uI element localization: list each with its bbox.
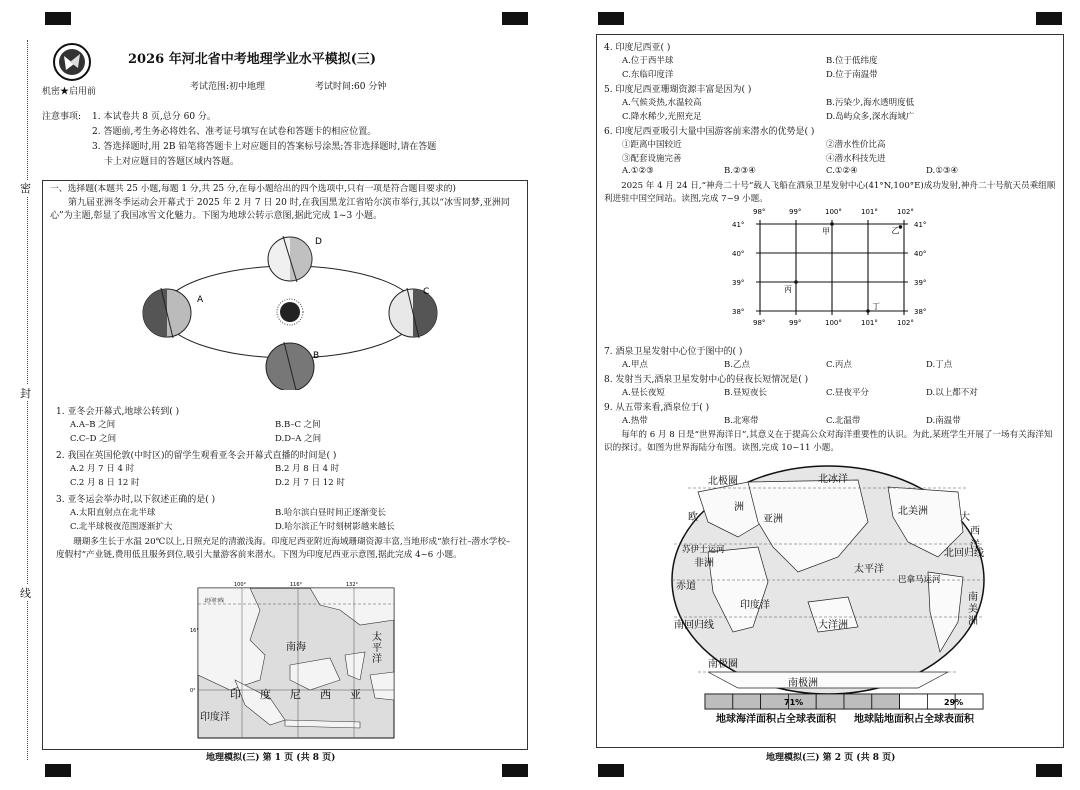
sun-icon	[277, 299, 303, 325]
longitude-label: 99°	[789, 319, 802, 327]
world-map-label: 西	[970, 526, 980, 537]
coral-paragraph: 珊瑚多生长于水温 20℃以上,日照充足的清澈浅海。印度尼西亚附近海域珊瑚资源丰富,当地形成“旅行社–潜水学校–度假村”产业链,费用低且服务到位,吸引大量游客前来潜水。下图为印度尼西亚示意图,据此完成 4~6 小题。	[56, 537, 511, 560]
question-stem: 5. 印度尼西亚珊瑚资源丰富是因为( )	[604, 85, 752, 95]
svg-text:印: 印	[230, 688, 241, 701]
world-map-label: 大	[960, 512, 970, 523]
registration-mark	[45, 764, 71, 777]
grid-point-label: 丁	[872, 302, 880, 311]
proportion-cell	[900, 694, 928, 709]
answer-option[interactable]: B.北寒带	[724, 416, 759, 426]
area-proportion-bar	[704, 692, 984, 712]
notice-label: 注意事项:	[42, 112, 82, 122]
answer-option[interactable]: C.北半球极夜范围逐渐扩大	[70, 522, 173, 532]
answer-option[interactable]: B.位于低纬度	[826, 56, 878, 66]
world-map-label: 苏伊士运河	[682, 545, 725, 555]
world-map-label: 南	[968, 592, 978, 603]
answer-option[interactable]: C.昼夜平分	[826, 388, 869, 398]
answer-option[interactable]: D.南温带	[926, 416, 961, 426]
answer-option[interactable]: B.2 月 8 日 4 时	[275, 464, 340, 474]
answer-option[interactable]: B.乙点	[724, 360, 750, 370]
answer-option[interactable]: A.甲点	[622, 360, 648, 370]
grid-point-label: 丙	[784, 285, 792, 294]
longitude-label: 101°	[861, 319, 878, 327]
question-stem: 7. 酒泉卫星发射中心位于图中的( )	[604, 347, 743, 357]
question-stem: 6. 印度尼西亚吸引大量中国游客前来潜水的优势是( )	[604, 127, 815, 137]
answer-option[interactable]: D.2 月 7 日 12 时	[275, 478, 345, 488]
latitude-label: 41°	[732, 221, 745, 229]
answer-option[interactable]: C.①②④	[826, 166, 858, 176]
grid-point-label: 甲	[822, 227, 830, 236]
earth-position-D	[268, 236, 312, 282]
proportion-cell	[872, 694, 900, 709]
world-map-label: 北回归线	[944, 548, 984, 559]
world-map-label: 美	[968, 604, 978, 615]
world-map-label: 太平洋	[854, 564, 884, 575]
longitude-label: 102°	[897, 208, 914, 216]
answer-option[interactable]: D.①③④	[926, 166, 959, 176]
longitude-label: 98°	[753, 208, 766, 216]
answer-option[interactable]: C.东临印度洋	[622, 70, 674, 80]
question-stem: 4. 印度尼西亚( )	[604, 43, 671, 53]
grid-point	[866, 309, 870, 313]
statement-option: ④潜水科技先进	[826, 154, 886, 164]
svg-text:尼: 尼	[290, 688, 301, 701]
world-map-label: 南极圈	[708, 659, 738, 670]
question-stem: 2. 我国在英国伦敦(中时区)的留学生观看亚冬会开幕式直播的时间是( )	[56, 451, 337, 461]
answer-option[interactable]: A.气候炎热,水温较高	[622, 98, 702, 108]
registration-mark	[1036, 764, 1062, 777]
world-map-label: 北冰洋	[818, 474, 848, 485]
answer-option[interactable]: A.太阳直射点在北半球	[70, 508, 156, 518]
orbit-label-B: B	[313, 351, 320, 361]
longitude-label: 102°	[897, 319, 914, 327]
answer-option[interactable]: A.位于西半球	[622, 56, 674, 66]
answer-option[interactable]: A.热带	[622, 416, 648, 426]
notice-item: 3. 答选择题时,用 2B 铅笔将答题卡上对应题目的答案标号涂黑;答非选择题时,请在答题	[92, 142, 437, 152]
svg-text:16°: 16°	[190, 628, 199, 634]
svg-text:亚: 亚	[350, 688, 361, 701]
registration-mark	[502, 12, 528, 25]
answer-option[interactable]: B.污染少,海水透明度低	[826, 98, 915, 108]
answer-option[interactable]: B.哈尔滨白昼时间正逐渐变长	[275, 508, 386, 518]
latitude-label: 40°	[732, 250, 745, 258]
answer-option[interactable]: D.丁点	[926, 360, 953, 370]
grid-point-label: 乙	[891, 225, 900, 235]
exam-scope: 考试范围:初中地理	[190, 82, 266, 92]
earth-position-B	[266, 342, 314, 390]
orbit-label-D: D	[315, 237, 322, 247]
world-map-label: 洋	[970, 540, 980, 551]
answer-option[interactable]: C.降水稀少,光照充足	[622, 112, 702, 122]
answer-option[interactable]: A.昼长夜短	[622, 388, 665, 398]
world-map-label: 赤道	[676, 581, 696, 592]
proportion-cell	[816, 694, 844, 709]
world-map-label: 亚洲	[763, 514, 783, 525]
earth-orbit-diagram	[135, 230, 445, 390]
ocean-percent: 71%	[784, 698, 804, 707]
world-map-label: 印度洋	[740, 600, 770, 611]
statement-option: ②潜水性价比高	[826, 140, 886, 150]
ocean-caption: 地球海洋面积占全球表面积	[716, 714, 836, 725]
pacific-vertical	[372, 630, 382, 665]
latitude-label: 38°	[732, 308, 745, 316]
answer-option[interactable]: A.2 月 7 日 4 时	[70, 464, 135, 474]
school-logo	[52, 42, 92, 82]
proportion-cell	[705, 694, 733, 709]
indonesia-map	[190, 580, 400, 740]
question-stem: 3. 亚冬运会举办时,以下叙述正确的是( )	[56, 495, 216, 505]
world-map-label: 北极圈	[708, 476, 738, 487]
grid-point	[830, 222, 834, 226]
answer-option[interactable]: D.D–A 之间	[275, 434, 322, 444]
statement-option: ③配套设施完善	[622, 154, 682, 164]
footer-left: 地理模拟(三) 第 1 页 (共 8 页)	[206, 753, 336, 763]
answer-option[interactable]: B.B–C 之间	[275, 420, 321, 430]
earth-position-A	[143, 288, 191, 338]
notice-item: 2. 答题前,考生务必将姓名、准考证号填写在试卷和答题卡的相应位置。	[92, 127, 377, 137]
statement-option: ①距离中国较近	[622, 140, 682, 150]
world-map-label: 北美洲	[898, 506, 928, 517]
latitude-label: 39°	[914, 279, 927, 287]
svg-text:132°: 132°	[346, 582, 359, 588]
orbit-label-C: C	[423, 287, 430, 297]
answer-option[interactable]: D.位于南温带	[826, 70, 878, 80]
longitude-label: 100°	[825, 319, 842, 327]
answer-option[interactable]: A.A–B 之间	[70, 420, 116, 430]
world-map-label: 洲	[734, 502, 744, 513]
answer-option[interactable]: C.北温带	[826, 416, 861, 426]
answer-option[interactable]: C.丙点	[826, 360, 852, 370]
world-map-label: 洲	[968, 616, 978, 627]
registration-mark	[1036, 12, 1062, 25]
answer-option[interactable]: D.以上都不对	[926, 388, 978, 398]
svg-text:北回归线: 北回归线	[204, 598, 225, 604]
answer-option[interactable]: D.岛屿众多,深水海域广	[826, 112, 915, 122]
land-caption: 地球陆地面积占全球表面积	[854, 714, 974, 725]
longitude-label: 100°	[825, 208, 842, 216]
proportion-cell	[733, 694, 761, 709]
svg-text:太平洋: 太平洋	[372, 632, 382, 665]
answer-option[interactable]: B.②③④	[724, 166, 756, 176]
answer-option[interactable]: D.哈尔滨正午时刻树影越来越长	[275, 522, 395, 532]
notice-item: 1. 本试卷共 8 页,总分 60 分。	[92, 112, 216, 122]
proportion-cell	[844, 694, 872, 709]
registration-mark	[45, 12, 71, 25]
answer-option[interactable]: C.2 月 8 日 12 时	[70, 478, 140, 488]
question-stem: 1. 亚冬会开幕式,地球公转到( )	[56, 407, 180, 417]
world-map-label: 非洲	[694, 558, 714, 569]
latitude-label: 40°	[914, 250, 927, 258]
latlon-grid	[730, 208, 942, 344]
intro-paragraph: 第九届亚洲冬季运动会开幕式于 2025 年 2 月 7 日 20 时,在我国黑龙江省哈尔滨市举行,其以“冰雪同梦,亚洲同心”为主题,彰显了我国冰雪文化魅力。下图为地球公转示意图,据此完成 1~3 小题。	[50, 198, 510, 221]
secret-label: 机密★启用前	[42, 87, 97, 97]
binding-char: 线	[20, 587, 31, 600]
answer-option[interactable]: A.①②③	[622, 166, 654, 176]
latitude-label: 41°	[914, 221, 927, 229]
world-map	[668, 462, 988, 698]
page-title: 2026 年河北省中考地理学业水平模拟(三)	[128, 52, 377, 67]
orbit-label-A: A	[197, 295, 204, 305]
exam-time: 考试时间:60 分钟	[315, 82, 387, 92]
longitude-label: 101°	[861, 208, 878, 216]
world-map-label: 欧	[688, 512, 698, 523]
svg-text:西: 西	[320, 688, 331, 701]
svg-text:0°: 0°	[190, 688, 196, 694]
grid-point	[794, 280, 798, 284]
ocean-paragraph: 每年的 6 月 8 日是“世界海洋日”,其意义在于提高公众对海洋重要性的认识。为此,某班学生开展了一场有关海洋知识的探讨。如图为世界海陆分布图。读图,完成 10~11 小题。	[604, 430, 1053, 453]
notice-item: 卡上对应题目的答题区域内答题。	[104, 157, 240, 167]
south-china-sea-label: 南海	[286, 642, 306, 653]
indian-ocean-label: 印度洋	[200, 712, 230, 723]
registration-mark	[502, 764, 528, 777]
registration-mark	[598, 12, 624, 25]
question-stem: 9. 从五带来看,酒泉位于( )	[604, 403, 710, 413]
space-paragraph: 2025 年 4 月 24 日,“神舟二十号”载人飞船在酒泉卫星发射中心(41°N,100°E)成功发射,神舟二十号航天员乘组顺利进驻中国空间站。读图,完成 7~9 小题。	[604, 181, 1056, 204]
latitude-label: 39°	[732, 279, 745, 287]
footer-right: 地理模拟(三) 第 2 页 (共 8 页)	[766, 753, 896, 763]
binding-char: 密	[20, 182, 31, 195]
world-map-label: 南回归线	[674, 620, 714, 631]
answer-option[interactable]: C.C–D 之间	[70, 434, 117, 444]
world-map-label: 巴拿马运河	[898, 575, 941, 585]
svg-text:116°: 116°	[290, 582, 303, 588]
section-heading: 一、选择题(本题共 25 小题,每题 1 分,共 25 分,在每小题给出的四个选项中,只有一项是符合题目要求的)	[50, 184, 456, 194]
land-percent: 29%	[944, 698, 964, 707]
world-map-label: 南极洲	[788, 678, 818, 689]
longitude-label: 98°	[753, 319, 766, 327]
registration-mark	[598, 764, 624, 777]
svg-text:100°: 100°	[234, 582, 247, 588]
longitude-label: 99°	[789, 208, 802, 216]
svg-text:度: 度	[260, 688, 271, 701]
world-map-label: 大洋洲	[818, 620, 848, 631]
binding-char: 封	[20, 387, 31, 400]
earth-position-C	[389, 288, 437, 338]
latitude-label: 38°	[914, 308, 927, 316]
answer-option[interactable]: B.昼短夜长	[724, 388, 767, 398]
question-stem: 8. 发射当天,酒泉卫星发射中心的昼夜长短情况是( )	[604, 375, 809, 385]
